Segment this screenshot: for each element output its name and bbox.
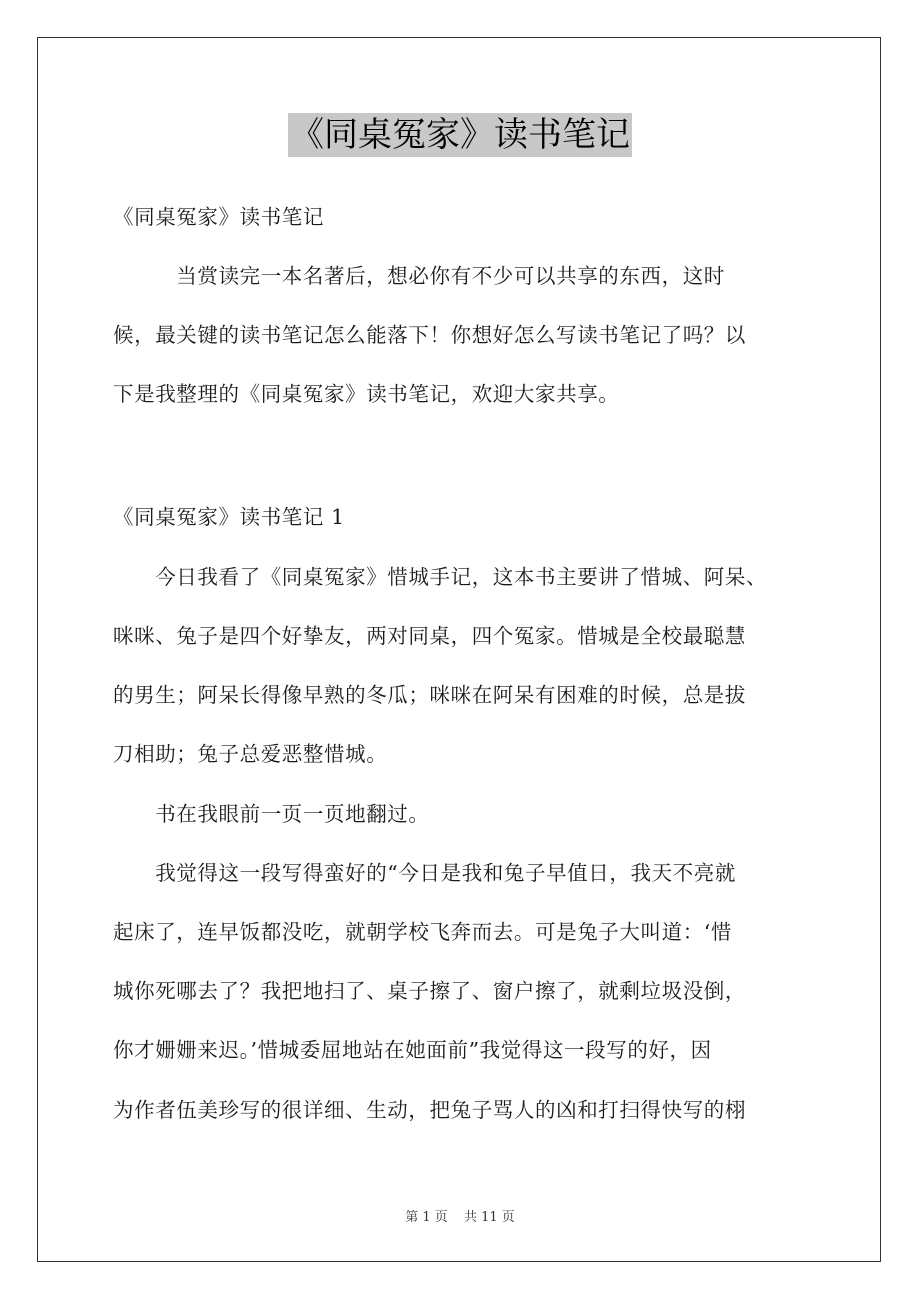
page-footer bbox=[0, 1206, 920, 1225]
body-line: 书在我眼前一页一页地翻过。 bbox=[113, 802, 430, 826]
body-line: 城你死哪去了？我把地扫了、桌子擦了、窗户擦了，就剩垃圾没倒， bbox=[113, 979, 746, 1003]
body-line: 下是我整理的《同桌冤家》读书笔记，欢迎大家共享。 bbox=[113, 382, 620, 406]
body-line: 候，最关键的读书笔记怎么能落下！你想好怎么写读书笔记了吗？以 bbox=[113, 323, 746, 347]
section-heading-intro: 《同桌冤家》读书笔记 bbox=[113, 205, 324, 229]
title-container bbox=[0, 113, 920, 157]
document-title: 《同桌冤家》读书笔记 bbox=[290, 115, 630, 155]
body-line: 咪咪、兔子是四个好挚友，两对同桌，四个冤家。惜城是全校最聪慧 bbox=[113, 624, 746, 648]
body-line: 起床了，连早饭都没吃，就朝学校飞奔而去。可是兔子大叫道：‘惜 bbox=[113, 920, 733, 944]
body-line: 我觉得这一段写得蛮好的“今日是我和兔子早值日，我天不亮就 bbox=[113, 861, 736, 885]
body-line: 今日我看了《同桌冤家》惜城手记，这本书主要讲了惜城、阿呆、 bbox=[113, 565, 768, 589]
body-line: 刀相助；兔子总爱恶整惜城。 bbox=[113, 742, 388, 766]
body-line: 你才姗姗来迟。’惜城委屈地站在她面前”我觉得这一段写的好，因 bbox=[113, 1038, 712, 1062]
body-line: 为作者伍美珍写的很详细、生动，把兔子骂人的凶和打扫得快写的栩 bbox=[113, 1098, 746, 1122]
body-line: 的男生；阿呆长得像早熟的冬瓜；咪咪在阿呆有困难的时候，总是拔 bbox=[113, 683, 746, 707]
page-number-total: 共 11 页 bbox=[463, 1210, 515, 1225]
section-heading-1: 《同桌冤家》读书笔记 1 bbox=[113, 505, 345, 529]
page-number-current: 第 1 页 bbox=[405, 1210, 448, 1225]
body-line: 当赏读完一本名著后，想必你有不少可以共享的东西，这时 bbox=[113, 264, 725, 288]
